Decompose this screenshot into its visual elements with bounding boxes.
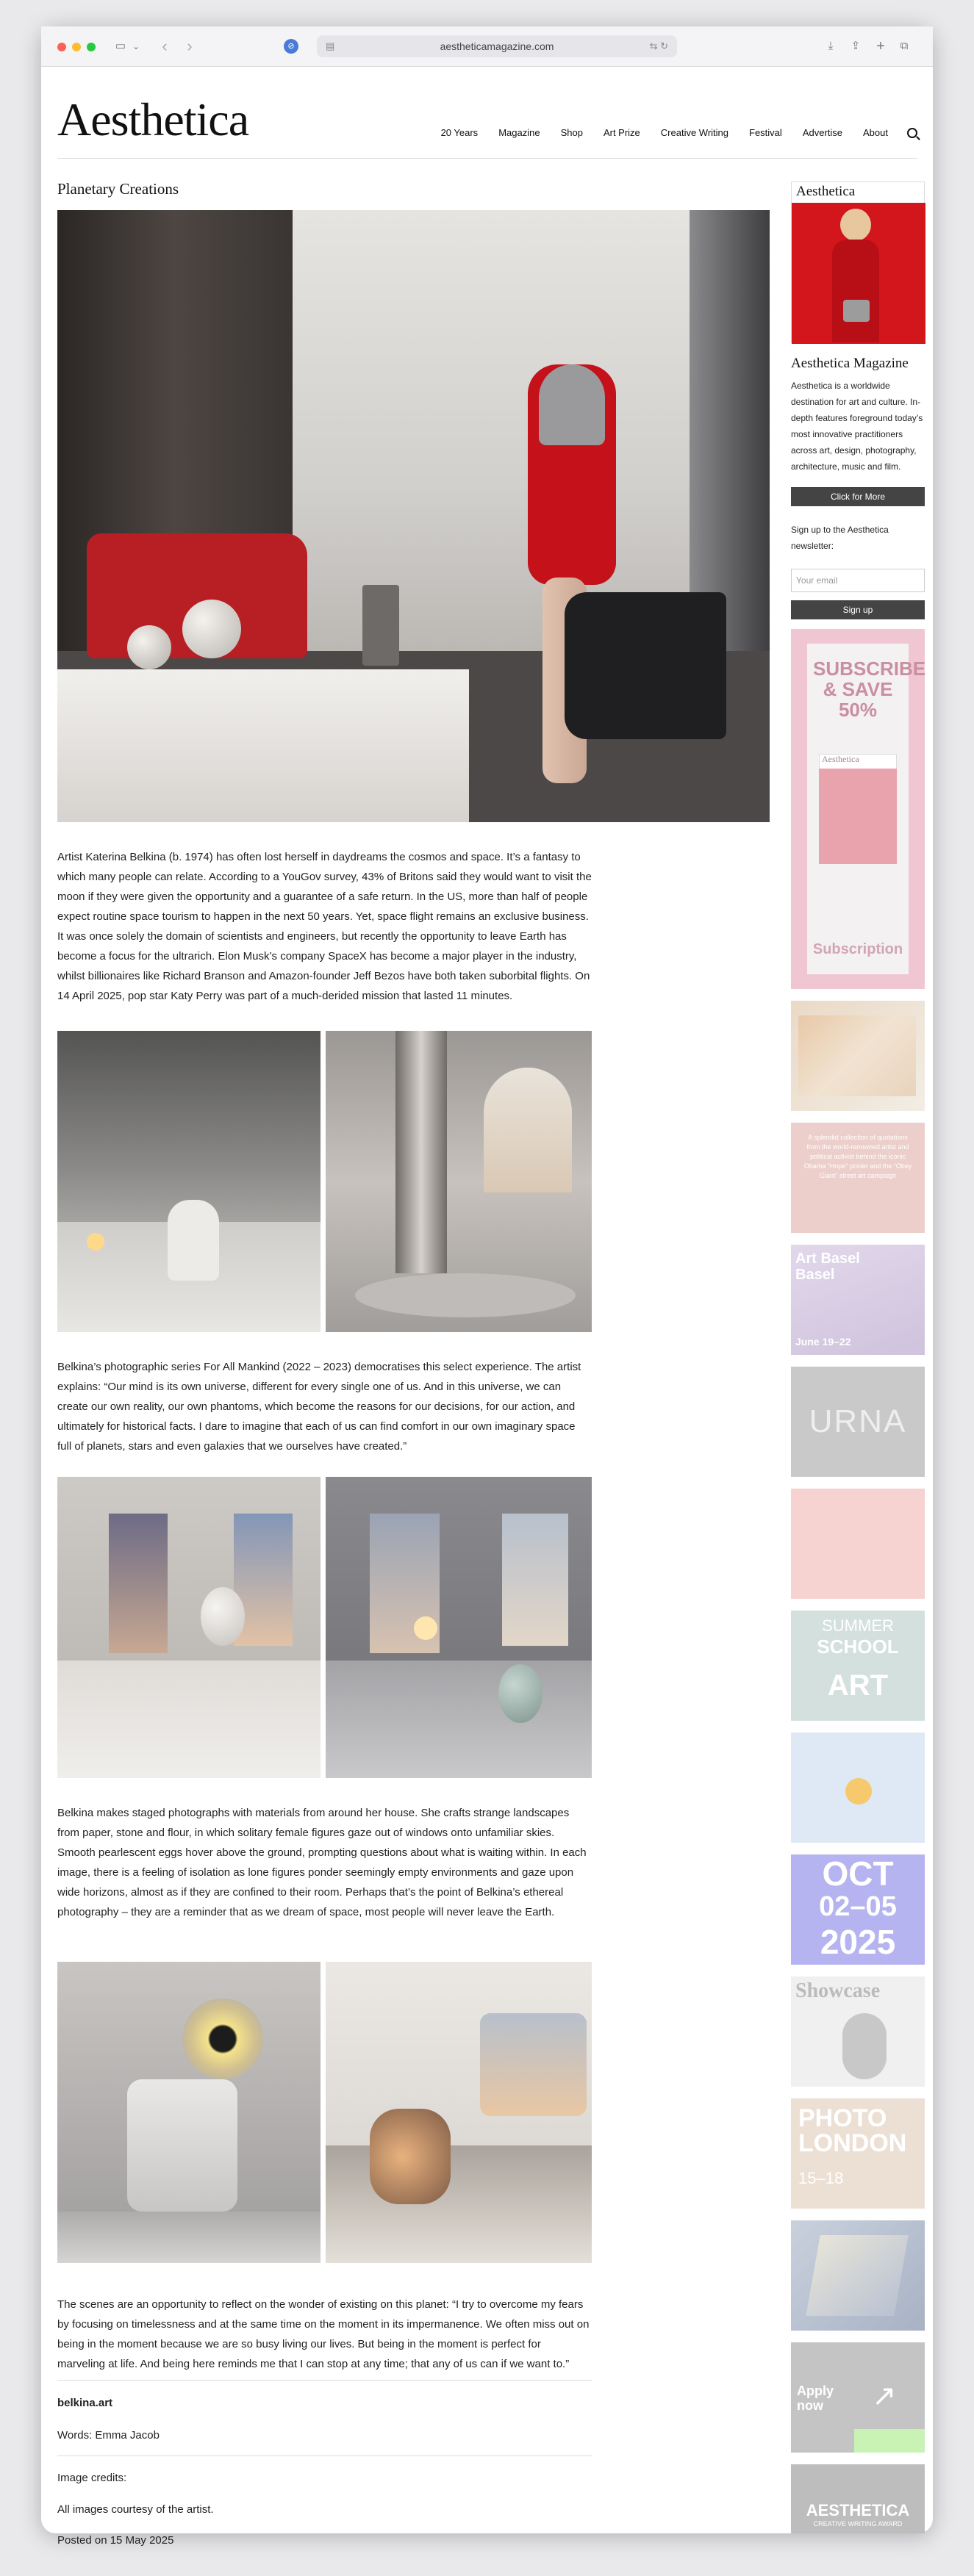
forward-icon[interactable]: ›	[187, 37, 193, 55]
article-paragraph-4: The scenes are an opportunity to reflect on the wonder of existing on this planet: “I try to overcome my fears by focusing on timelessness and at the same time on the moment in its impermanence. We often miss out on being in the moment because we are so busy living our lives. But being in the moment is perfect for marveling at life. And being here reminds me that I can stop at any time; that any of us can if we want to.”	[57, 2298, 590, 2370]
nav-about[interactable]: About	[863, 127, 888, 138]
ad-architecture[interactable]	[791, 2220, 925, 2331]
ad-book[interactable]	[791, 1123, 925, 1233]
summer-line-2: SCHOOL	[817, 1636, 899, 1658]
oct-line-1: OCT	[822, 1854, 894, 1893]
photo-london-line-1: PHOTO	[798, 2104, 887, 2132]
ad-photo-london[interactable]	[791, 2098, 925, 2209]
gallery-image-5	[57, 1962, 321, 2263]
image-credits: All images courtesy of the artist.	[57, 2503, 214, 2516]
gallery-image-3	[57, 1477, 321, 1778]
browser-window	[41, 26, 933, 2547]
summer-line-3: ART	[827, 1669, 889, 1702]
site-header	[57, 72, 917, 159]
browser-toolbar	[41, 26, 933, 67]
sign-up-button[interactable]: Sign up	[791, 600, 925, 619]
main-nav	[420, 127, 917, 138]
arrow-icon: ↗	[872, 2380, 897, 2412]
newsletter-label: Sign up to the Aesthetica newsletter:	[791, 525, 889, 551]
share-icon[interactable]: ⇪	[851, 40, 861, 52]
art-basel-date: June 19–22	[795, 1336, 851, 1348]
photo-london-date: 15–18	[798, 2169, 844, 2187]
gallery-image-6	[326, 1962, 592, 2263]
chevron-down-icon[interactable]: ⌄	[132, 41, 140, 51]
subscribe-mini-masthead: Aesthetica	[822, 754, 859, 764]
nav-creative-writing[interactable]: Creative Writing	[660, 127, 729, 138]
zoom-window-button[interactable]	[87, 43, 96, 51]
page-settings-icon[interactable]: ▤	[326, 40, 335, 51]
photo-london-line-2: LONDON	[798, 2129, 907, 2157]
image-credits-label: Image credits:	[57, 2472, 127, 2484]
ad-book-text: A splendid collection of quotations from the world-renowned artist and political activist behind the iconic Obama “Hope” poster and the “Obey Giant” street art campaign	[803, 1134, 912, 1179]
privacy-icon[interactable]: ⊘	[284, 39, 298, 54]
oct-line-3: 2025	[820, 1923, 896, 1961]
nav-advertise[interactable]: Advertise	[802, 127, 843, 138]
nav-20-years[interactable]: 20 Years	[440, 127, 479, 138]
article-paragraph-3: Belkina makes staged photographs with materials from around her house. She crafts strange landscapes from paper, stone and flour, in which solitary female figures gaze out of windows onto unfamiliar skies. Smooth pearlescent eggs hover above the ground, prompting questions about what is waiting within. In each image, there is a feeling of isolation as lone figures ponder seemingly empty environments and gaze upon wide horizons, almost as if they are confined to their room. Perhaps that’s the point of Belkina’s ethereal photography – they are a reminder that as we dream of space, most people will never leave the Earth.	[57, 1807, 587, 1918]
subscribe-ad[interactable]	[791, 629, 925, 989]
sidebar-toggle-icon[interactable]: ▭	[115, 40, 126, 52]
sidebar-description: Aesthetica is a worldwide destination for art and culture. In-depth features foreground today’s most innovative practitioners across art, design, photography, architecture, music and film.	[791, 381, 923, 472]
nav-festival[interactable]: Festival	[749, 127, 782, 138]
artist-link[interactable]: belkina.art	[57, 2397, 113, 2409]
ad-apply-now[interactable]	[791, 2342, 925, 2453]
ad-art-print[interactable]	[791, 1001, 925, 1111]
ad-summer-school[interactable]	[791, 1611, 925, 1721]
download-icon[interactable]: ⤓	[828, 40, 834, 52]
tab-overview-icon[interactable]: ⧉	[900, 40, 909, 52]
nav-shop[interactable]: Shop	[560, 127, 583, 138]
sidebar-title: Aesthetica Magazine	[791, 356, 909, 371]
cover-masthead: Aesthetica	[796, 184, 856, 199]
back-icon[interactable]: ‹	[162, 37, 168, 55]
reader-reload-icons[interactable]: ⇆ ↻	[649, 40, 668, 51]
hero-image	[57, 210, 770, 822]
ad-pink[interactable]	[791, 1489, 925, 1599]
article-paragraph-2	[57, 1357, 592, 1456]
gallery-image-4	[326, 1477, 592, 1778]
ad-urna[interactable]	[791, 1367, 925, 1477]
nav-magazine[interactable]: Magazine	[498, 127, 540, 138]
gallery-image-2	[326, 1031, 592, 1332]
art-basel-title: Art Basel Basel	[795, 1251, 860, 1283]
urna-logo: URNA	[809, 1403, 907, 1439]
email-input[interactable]	[791, 569, 925, 592]
ad-oct[interactable]	[791, 1854, 925, 1965]
address-bar[interactable]	[317, 35, 677, 57]
ad-orange-circle[interactable]	[791, 1733, 925, 1843]
apply-now-text: Apply now	[797, 2383, 834, 2413]
new-tab-icon[interactable]: +	[876, 38, 885, 54]
site-logo[interactable]: Aesthetica	[57, 93, 249, 145]
creative-writing-title: AESTHETICA	[806, 2501, 910, 2519]
close-window-button[interactable]	[57, 43, 66, 51]
article-title: Planetary Creations	[57, 180, 179, 198]
url-text[interactable]: aestheticamagazine.com	[440, 40, 554, 52]
article-paragraph-1: Artist Katerina Belkina (b. 1974) has often lost herself in daydreams the cosmos and space. It’s a fantasy to which many people can relate. According to a YouGov survey, 43% of Britons said they would want to visit the moon if they were given the opportunity and a guarantee of a safe return. In the US, more than half of people expect routine space tourism to happen in the next 50 years. Yet, space flight remains an exclusive business. It was once solely the domain of scientists and engineers, but recently the opportunity to leave Earth has become a focus for the ultrarich. Elon Musk’s company SpaceX has become a major player in the industry, whilst billionaires like Richard Branson and Amazon-founder Jeff Bezos have both taken suborbital flights. On 14 April 2025, pop star Katy Perry was part of a much-derided mission that lasted 11 minutes.	[57, 851, 592, 1002]
subscribe-headline: SUBSCRIBE & SAVE 50%	[813, 658, 926, 721]
content-divider	[57, 2380, 592, 2381]
search-icon[interactable]	[907, 128, 917, 138]
click-for-more-button[interactable]: Click for More	[791, 487, 925, 506]
author-credit: Words: Emma Jacob	[57, 2429, 160, 2442]
creative-writing-sub: CREATIVE WRITING AWARD	[813, 2520, 903, 2528]
ad-art-basel[interactable]	[791, 1245, 925, 1355]
nav-art-prize[interactable]: Art Prize	[603, 127, 640, 138]
ad-showcase[interactable]	[791, 1976, 925, 2087]
magazine-cover[interactable]	[791, 181, 925, 343]
oct-line-2: 02–05	[819, 1891, 897, 1922]
subscription-label: Subscription	[812, 941, 903, 957]
showcase-title: Showcase	[795, 1979, 881, 2002]
paragraph-2-text: Belkina’s photographic series For All Mankind (2022 – 2023) democratises this select experience. The artist explains: “Our mind is its own universe, different for every single one of us. And in this universe, we can create our own reality, our own phantoms, which become the reasons for our decisions, for our action, and ultimately for historical facts. I dare to imagine that each of us can find comfort in our own imaginary space full of planets, stars and even galaxies that we ourselves have created.”	[57, 1361, 581, 1453]
minimize-window-button[interactable]	[72, 43, 81, 51]
ad-creative-writing[interactable]	[791, 2464, 925, 2533]
posted-date: Posted on 15 May 2025	[57, 2534, 174, 2547]
gallery-image-1	[57, 1031, 321, 1332]
summer-line-1: SUMMER	[822, 1616, 894, 1635]
